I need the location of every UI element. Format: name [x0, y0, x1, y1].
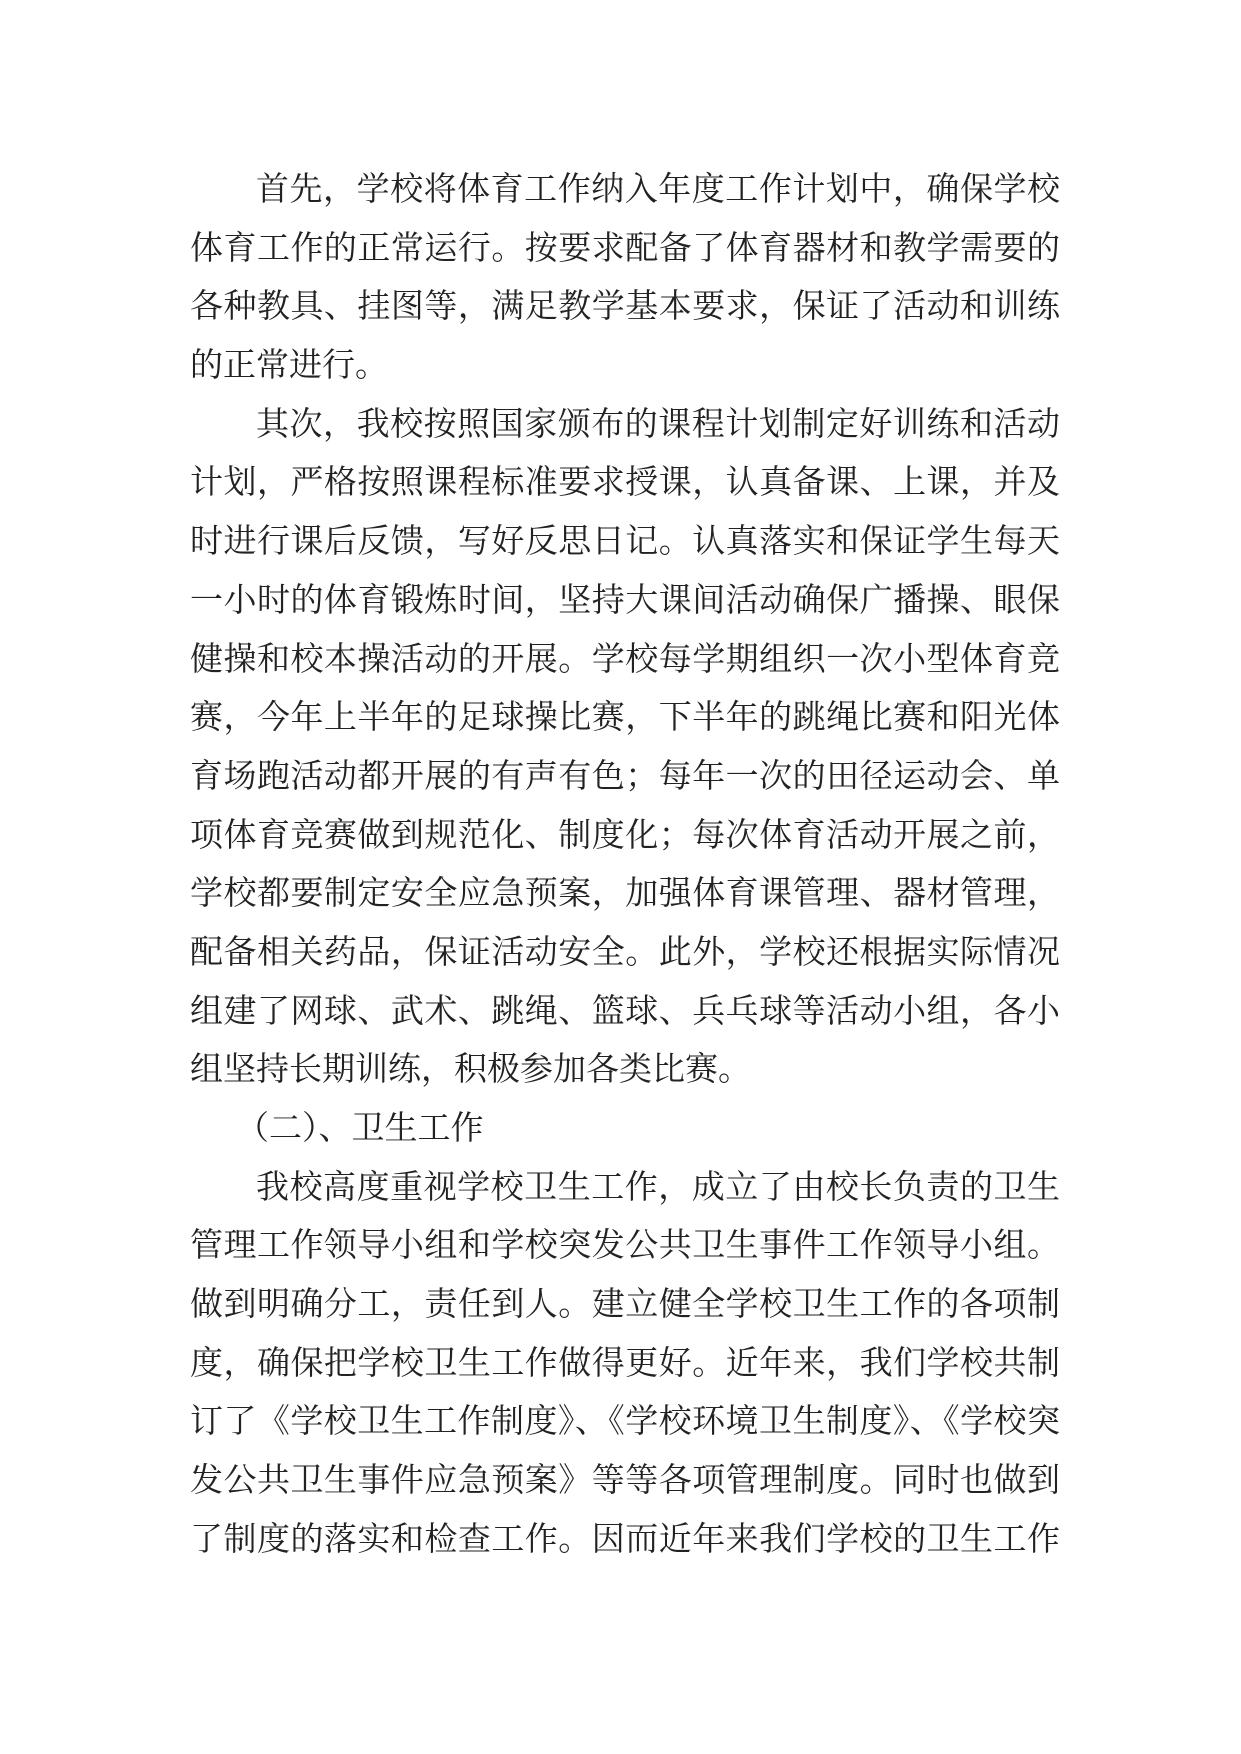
paragraph-last-line: 的正常进行。: [190, 345, 388, 385]
paragraph-line: 各种教具、挂图等，满足教学基本要求，保证了活动和训练: [190, 286, 1060, 326]
document-body: [190, 160, 1060, 1569]
paragraph-line: 健操和校本操活动的开展。学校每学期组织一次小型体育竞: [190, 638, 1060, 678]
paragraph-line: 管理工作领导小组和学校突发公共卫生事件工作领导小组。: [190, 1225, 1060, 1265]
paragraph-line: 时进行课后反馈，写好反思日记。认真落实和保证学生每天: [190, 521, 1060, 561]
paragraph-last-line: 组坚持长期训练，积极参加各类比赛。: [190, 1049, 751, 1089]
paragraph-line: 组建了网球、武术、跳绳、篮球、兵乓球等活动小组，各小: [190, 990, 1060, 1030]
paragraph-line: 赛，今年上半年的足球操比赛，下半年的跳绳比赛和阳光体: [190, 697, 1060, 737]
paragraph-first-line: 首先，学校将体育工作纳入年度工作计划中，确保学校: [256, 169, 1060, 208]
paragraph-line: 育场跑活动都开展的有声有色；每年一次的田径运动会、单: [190, 755, 1060, 795]
paragraph-line: 做到明确分工，责任到人。建立健全学校卫生工作的各项制: [190, 1284, 1060, 1324]
paragraph-line: 学校都要制定安全应急预案，加强体育课管理、器材管理，: [190, 873, 1060, 913]
paragraph-first-line: 其次，我校按照国家颁布的课程计划制定好训练和活动: [256, 403, 1060, 443]
paragraph-first-line: 我校高度重视学校卫生工作，成立了由校长负责的卫生: [256, 1166, 1060, 1206]
paragraph-line: 度，确保把学校卫生工作做得更好。近年来，我们学校共制: [190, 1342, 1060, 1382]
paragraph-line: 体育工作的正常运行。按要求配备了体育器材和教学需要的: [190, 227, 1060, 267]
paragraph-line: 项体育竞赛做到规范化、制度化；每次体育活动开展之前，: [190, 814, 1060, 854]
paragraph-line: 计划，严格按照课程标准要求授课，认真备课、上课，并及: [190, 462, 1060, 502]
paragraph-line: 配备相关药品，保证活动安全。此外，学校还根据实际情况: [190, 931, 1060, 971]
paragraph-line: 一小时的体育锻炼时间，坚持大课间活动确保广播操、眼保: [190, 579, 1060, 619]
paragraph-line: 订了《学校卫生工作制度》、《学校环境卫生制度》、《学校突: [190, 1401, 1060, 1441]
paragraph-line: 了制度的落实和检查工作。因而近年来我们学校的卫生工作: [190, 1518, 1060, 1558]
section-heading: （二）、卫生工作: [236, 1108, 484, 1147]
paragraph-line: 发公共卫生事件应急预案》等等各项管理制度。同时也做到: [190, 1460, 1060, 1500]
